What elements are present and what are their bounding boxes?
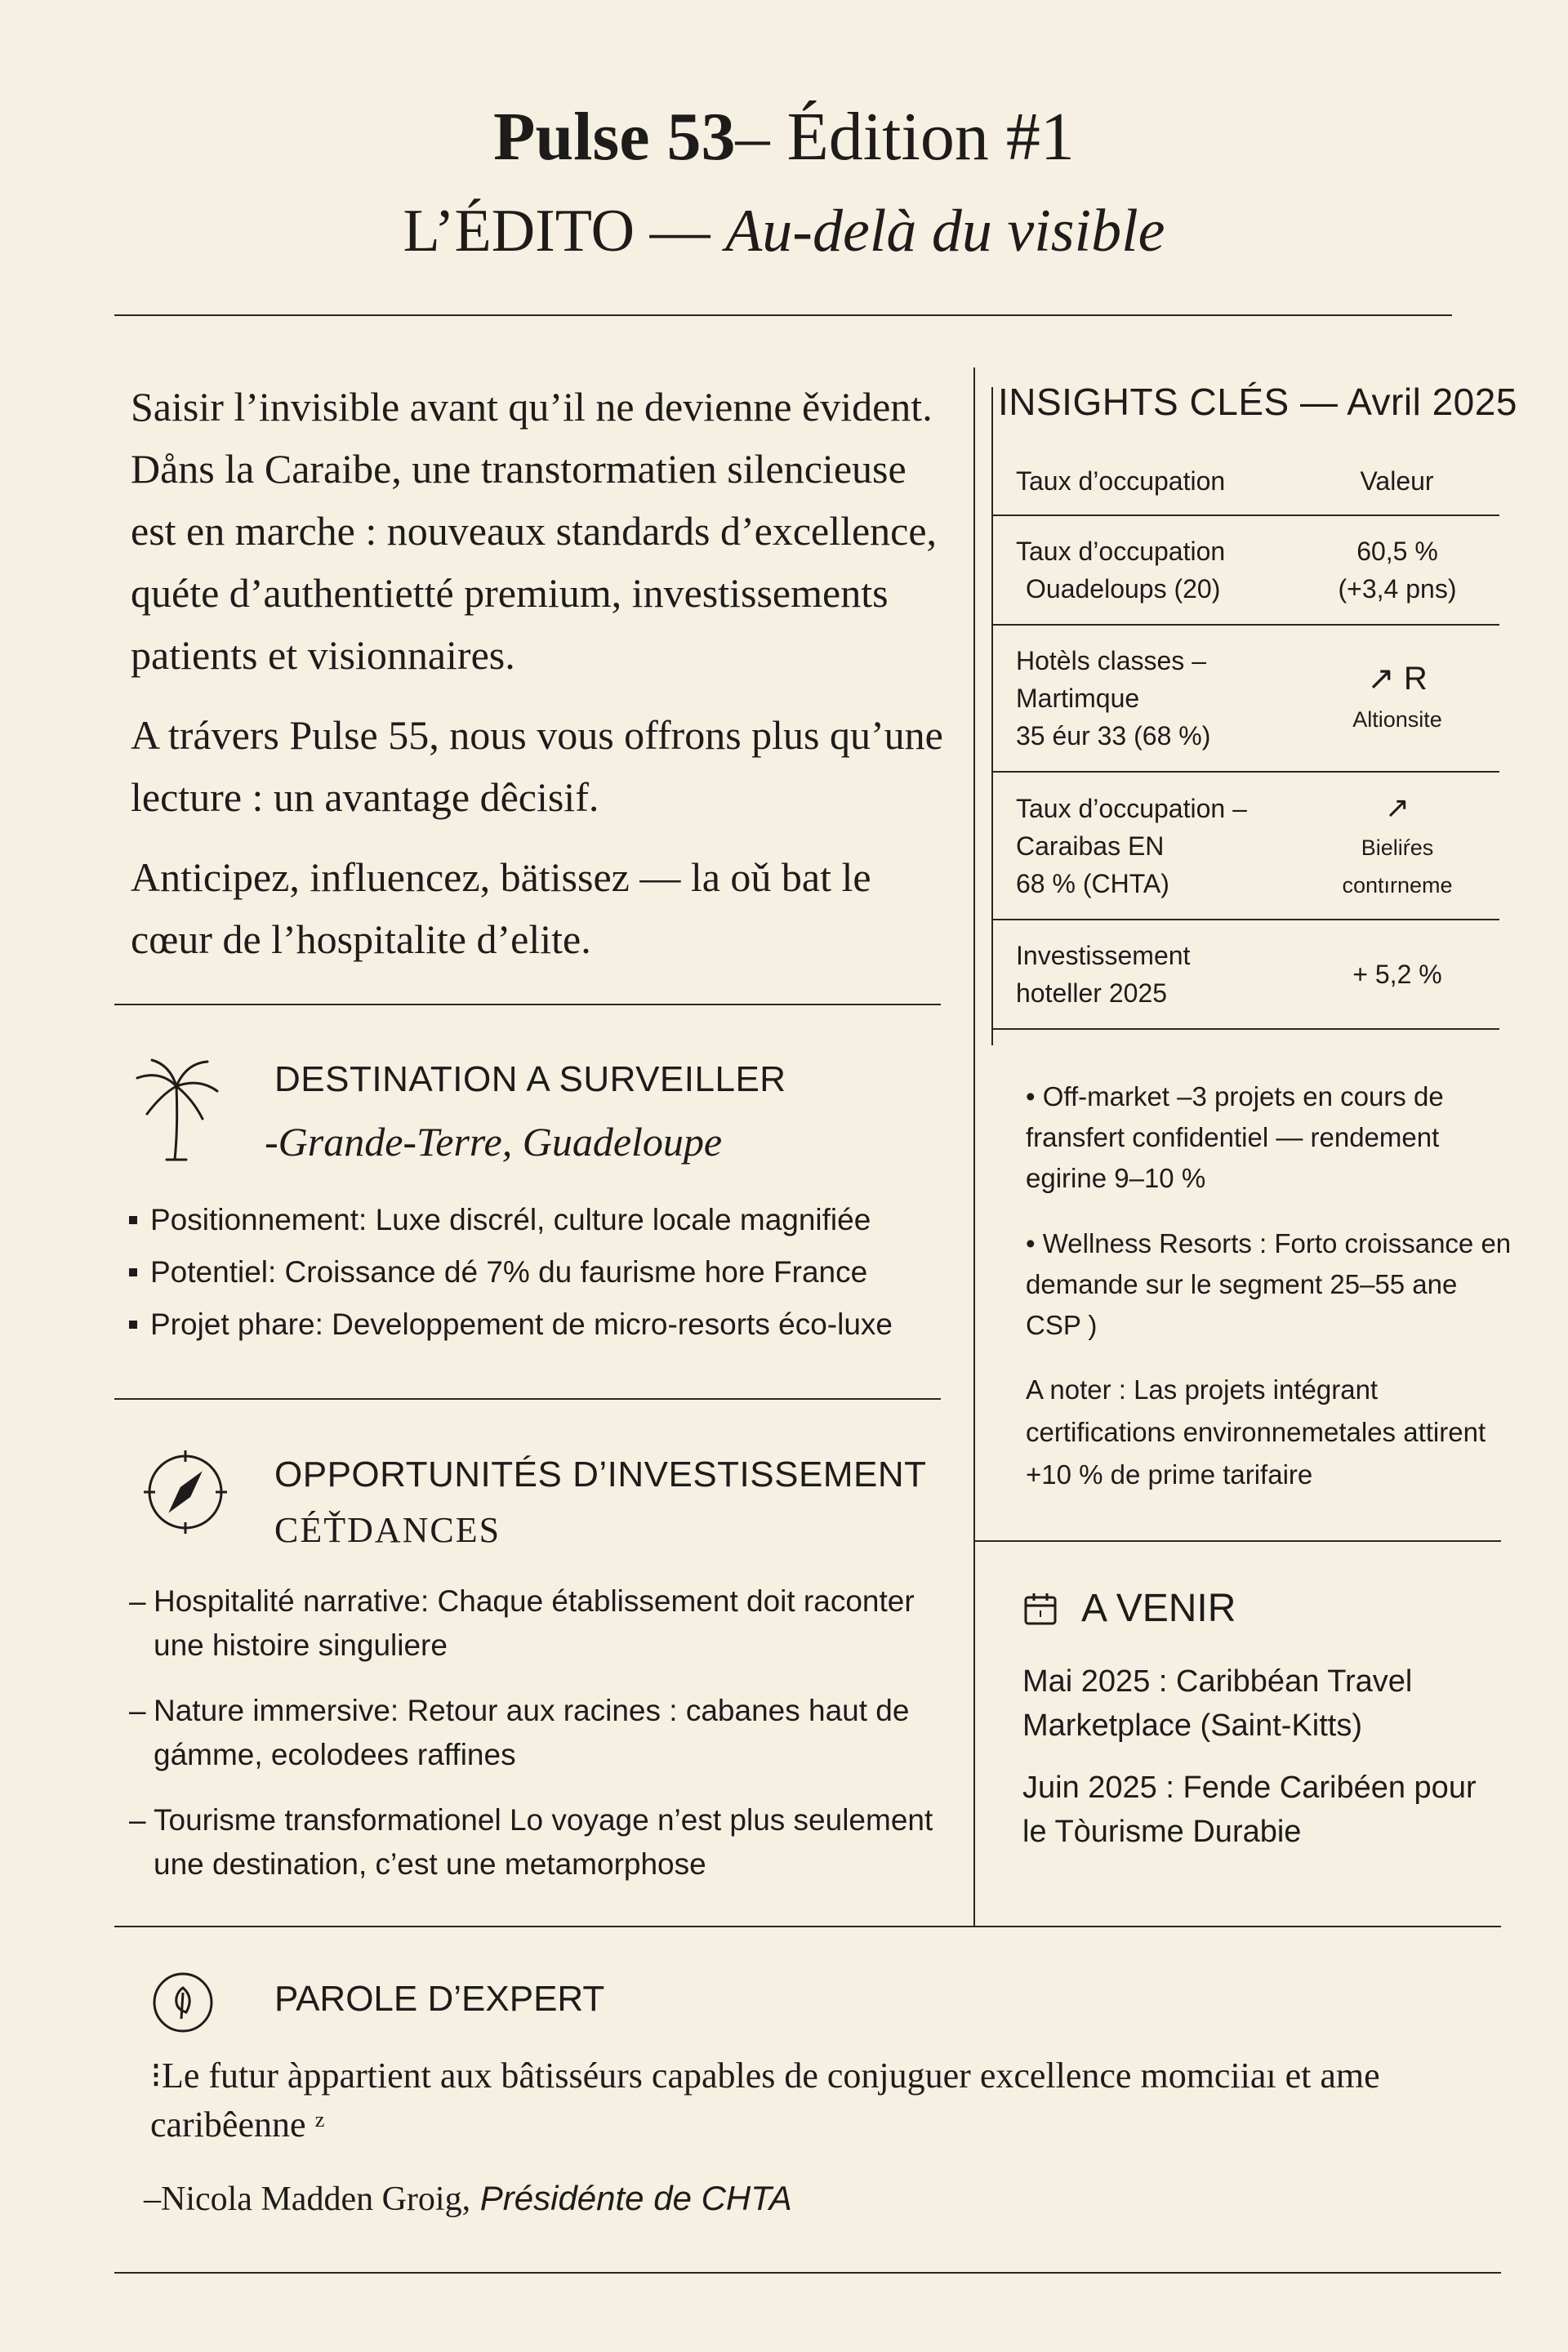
edito-label: L’ÉDITO — — [403, 198, 726, 265]
opportunites-title: OPPORTUNITÉS D’INVESTISSEMENT — [274, 1454, 927, 1494]
row-value: + 5,2 % — [1295, 920, 1499, 1029]
brand-name: Pulse 53 — [493, 99, 736, 175]
row-label-line: Taux d’occupation – — [1016, 793, 1247, 823]
author-name: –Nicola Madden Groig, — [144, 2180, 471, 2218]
expert-author — [144, 2176, 792, 2222]
row-value-line: 60,5 % — [1356, 537, 1438, 566]
a-venir-title: A VENIR — [1081, 1587, 1236, 1630]
column-divider — [973, 368, 975, 1926]
row-label-line: 35 éur 33 (68 %) — [1016, 721, 1211, 751]
destination-subtitle: -Grande-Terre, Guadeloupe — [265, 1119, 723, 1165]
palm-tree-icon — [129, 1054, 227, 1168]
row-label-line: Hotèls classes – — [1016, 646, 1206, 675]
row-value — [1295, 625, 1499, 772]
edito-body — [131, 376, 956, 988]
quote-open-mark: ⁝ — [150, 2056, 162, 2096]
destination-title: DESTINATION A SURVEILLER — [274, 1059, 786, 1099]
trend-up-icon: ↗ R — [1367, 661, 1428, 697]
footer-divider — [114, 2272, 1501, 2274]
event-item: Juin 2025 : Fende Caribéen pour le Tòurisme Durabie — [1022, 1771, 1477, 1849]
row-label-line: Taux d’occupation — [1016, 537, 1226, 566]
row-value-note: Bieliŕes — [1361, 835, 1434, 860]
column-header-label: Taux d’occupation — [991, 448, 1295, 515]
event-item: Mai 2025 : Caribbéan Travel Marketplace (Saint-Kitts) — [1022, 1664, 1413, 1743]
trend-up-icon: ↗ — [1384, 791, 1410, 824]
insights-note: A noter : Las projets intégrant certifications environnemetales attirent +10 % de prime tarifaire — [1026, 1374, 1486, 1490]
row-value-line: (+3,4 pns) — [1338, 574, 1457, 604]
insights-divider — [973, 1540, 1501, 1542]
insights-bullets — [1026, 1076, 1516, 1370]
leaf-badge-icon — [150, 1970, 216, 2035]
edito-heading — [0, 194, 1568, 268]
row-value — [1295, 515, 1499, 625]
quote-text: Le futur àppartient aux bâtisséurs capables de conjuguer excellence momciiaı et ame caribêenne — [150, 2056, 1380, 2145]
list-item: Potentiel: Croissance dé 7% du faurisme hore France — [129, 1246, 954, 1298]
opportunites-subtitle: CÉŤDANCES — [274, 1510, 501, 1550]
a-venir-events — [1022, 1659, 1480, 1872]
row-value-note: contırneme — [1342, 873, 1453, 898]
row-label-line: Martimque — [1016, 684, 1140, 713]
insights-table — [991, 448, 1499, 1030]
row-label — [991, 920, 1295, 1029]
row-label-line: 68 % (CHTA) — [1016, 868, 1169, 898]
expert-divider-top — [114, 1926, 1501, 1927]
row-label — [991, 515, 1295, 625]
row-label — [991, 772, 1295, 920]
table-row — [991, 772, 1499, 920]
compass-icon — [140, 1447, 230, 1537]
list-item: – Hospitalité narrative: Chaque établissement doit raconter une histoire singuliere — [129, 1579, 970, 1668]
expert-quote — [150, 2051, 1424, 2149]
newsletter-title — [0, 96, 1568, 178]
row-label-line: Investissement — [1016, 941, 1191, 970]
edito-paragraph: Saisir l’invisible avant qu’il ne devienne ěvident. Dåns la Caraibe, une transtormatien silencieuse est en marche : nouveaux standards d’excellence, quéte d’authentietté premium, investissements patients et visionnaires. — [131, 384, 938, 678]
header-divider — [114, 314, 1452, 316]
table-row — [991, 515, 1499, 625]
list-item: Projet phare: Developpement de micro-resorts éco-luxe — [129, 1298, 954, 1351]
quote-close-mark: ᶻ — [314, 2105, 325, 2145]
table-header-row — [991, 448, 1499, 515]
edition-label: – Édition #1 — [735, 99, 1075, 175]
row-label — [991, 625, 1295, 772]
insight-bullet: • Wellness Resorts : Forto croissance en demande sur le segment 25–55 ane CSP ) — [1026, 1228, 1512, 1340]
row-value-note: Altionsite — [1352, 707, 1442, 732]
calendar-icon — [1022, 1591, 1058, 1627]
insight-bullet: • Off-market –3 projets en cours de fransfert confidentiel — rendement egirine 9–10 % — [1026, 1081, 1444, 1193]
edito-divider — [114, 1004, 941, 1005]
edito-paragraph: Anticipez, influencez, bätissez — la oǔ bat le cœur de l’hospitalite d’elite. — [131, 854, 871, 962]
table-row — [991, 920, 1499, 1029]
destination-divider — [114, 1398, 941, 1400]
row-label-line: Ouadeloups (20) — [1026, 574, 1221, 604]
opportunites-list — [129, 1579, 970, 1908]
edito-paragraph: A trávers Pulse 55, nous vous offrons plus qu’une lecture : un avantage dêcisif. — [131, 712, 943, 820]
edito-title: Au-delà du visible — [725, 198, 1165, 265]
row-value — [1295, 772, 1499, 920]
destination-list — [129, 1194, 954, 1351]
author-role: Présidénte de CHTA — [479, 2179, 792, 2217]
list-item: Positionnement: Luxe discrél, culture locale magnifiée — [129, 1194, 954, 1246]
insights-title: INSIGHTS CLÉS — Avril 2025 — [998, 381, 1517, 423]
list-item: – Tourisme transformationel Lo voyage n’est plus seulement une destination, c’est une metamorphose — [129, 1798, 970, 1886]
table-row — [991, 625, 1499, 772]
column-header-value: Valeur — [1295, 448, 1499, 515]
list-item: – Nature immersive: Retour aux racines : cabanes haut de gámme, ecolodees raffines — [129, 1689, 970, 1777]
row-label-line: Caraibas EN — [1016, 831, 1165, 861]
row-label-line: hoteller 2025 — [1016, 978, 1168, 1008]
expert-title: PAROLE D’EXPERT — [274, 1979, 605, 2019]
